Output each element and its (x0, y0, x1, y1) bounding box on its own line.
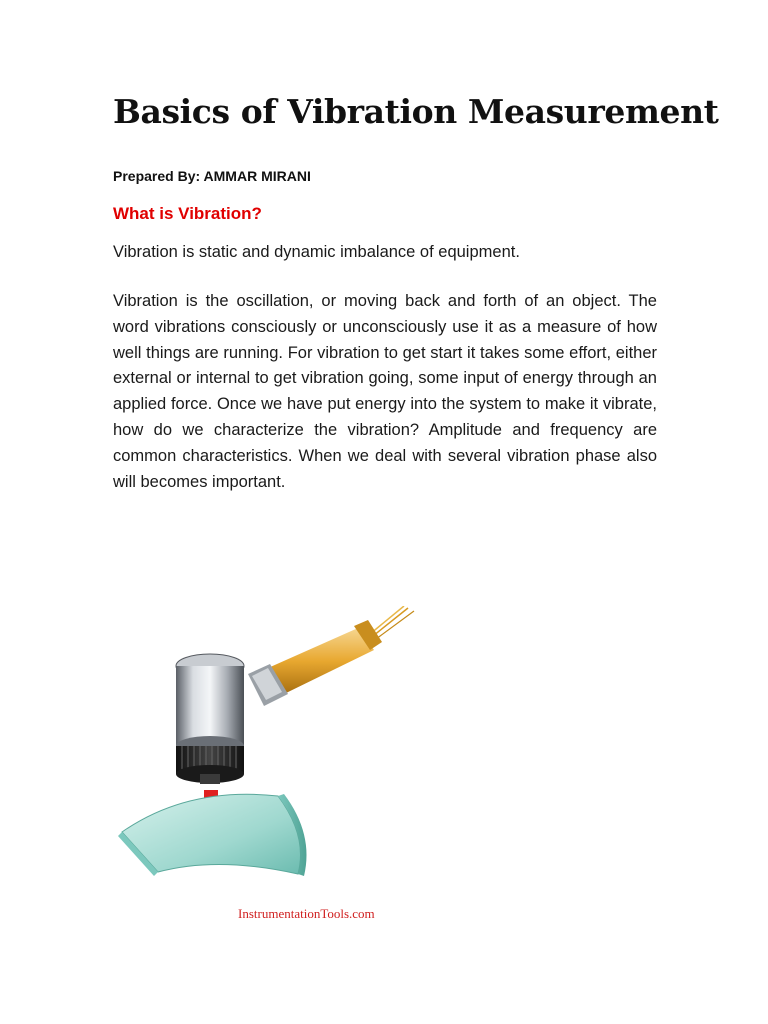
author-line (113, 168, 311, 184)
paragraph-body: Vibration is the oscillation, or moving back and forth of an object. The word vibrations consciously or unconsciously use it as a measure of how well things are running. For vibration to get start it takes some effort, either external or internal to get vibration going, some input of energy through an applied force. Once we have put energy into the system to make it vibrate, how do we characterize the vibration? Amplitude and frequency are common characteristics. When we deal with several vibration phase also will becomes important. (113, 292, 657, 491)
accelerometer-illustration (118, 606, 418, 931)
page-title: Basics of Vibration Measurement (113, 92, 719, 131)
author-name: AMMAR MIRANI (203, 168, 311, 184)
prepared-by-label: Prepared By: (113, 168, 201, 184)
accelerometer-figure (118, 606, 418, 931)
paragraph-intro: Vibration is static and dynamic imbalance of equipment. (113, 243, 520, 261)
section-heading: What is Vibration? (113, 204, 262, 223)
sensor-body (176, 666, 244, 784)
watermark-text: InstrumentationTools.com (238, 906, 375, 921)
